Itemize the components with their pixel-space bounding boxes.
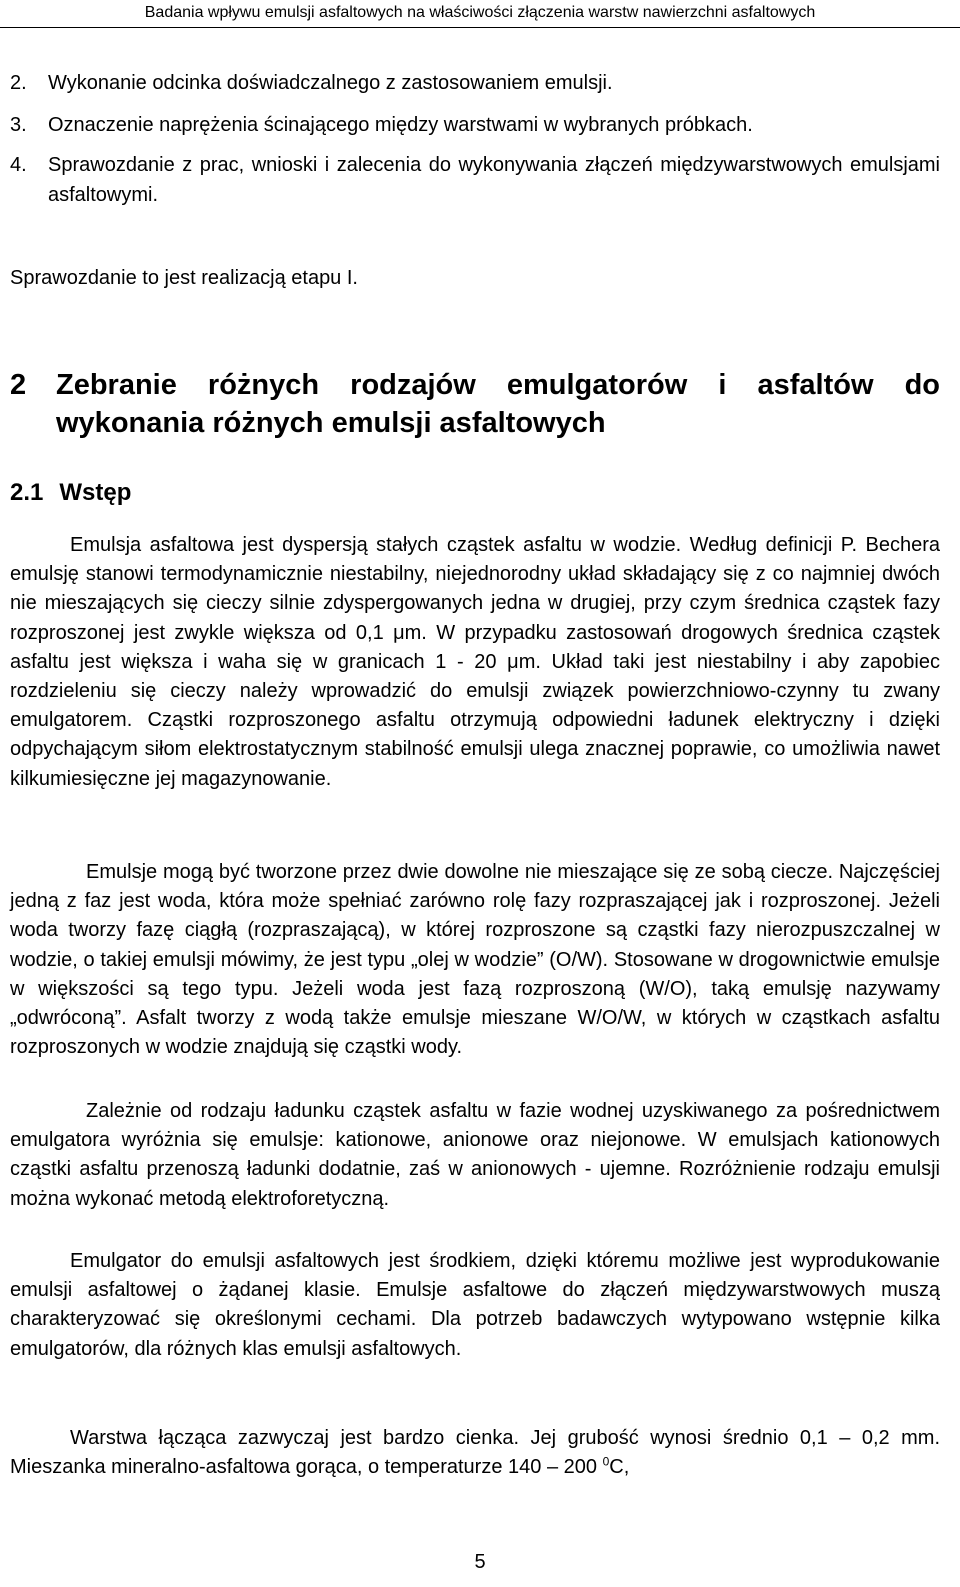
list-item — [10, 110, 940, 140]
body-paragraph: Zależnie od rodzaju ładunku cząstek asfaltu w fazie wodnej uzyskiwanego za pośrednictwem emulgatora wyróżnia się emulsje: kationowe, anionowe oraz niejonowe. W emulsjach kationowych cząstki asfaltu przenoszą ładunki dodatnie, zaś w anionowych - ujemne. Rozróżnienie rodzaju emulsji można wykonać metodą elektroforetyczną. — [10, 1100, 940, 1210]
subsection-title: Wstęp — [59, 479, 132, 506]
list-item — [10, 150, 940, 210]
running-header — [0, 0, 960, 28]
body-paragraph — [10, 1424, 940, 1482]
list-item — [10, 68, 940, 98]
running-header-title: Badania wpływu emulsji asfaltowych na właściwości złączenia warstw nawierzchni asfaltowych — [144, 4, 816, 21]
degree-superscript: 0 — [602, 1454, 610, 1469]
stage-note: Sprawozdanie to jest realizacją etapu I. — [10, 267, 358, 289]
list-item-text: Wykonanie odcinka doświadczalnego z zastosowaniem emulsji. — [48, 72, 613, 94]
section-heading — [10, 366, 940, 442]
body-paragraph: Emulsja asfaltowa jest dyspersją stałych cząstek asfaltu w wodzie. Według definicji P. Bechera emulsję stanowi termodynamicznie niestabilny, niejednorodny układ składający się z co najmniej dwóch nie mieszających się cieczy silnie zdyspergowanych jedna w drugiej, przy czym średnica cząstek fazy rozproszonej jest zwykle większa od 0,1 μm. W przypadku zastosowań drogowych średnica cząstek asfaltu jest większa i waha się w granicach 1 - 20 μm. Układ taki jest niestabilny i aby zapobiec rozdzieleniu się cieczy należy wprowadzić do emulsji związek powierzchniowo-czynny tu zwany emulgatorem. Cząstki rozproszonego asfaltu otrzymują odpowiedni ładunek elektryczny i dzięki odpychającym siłom elektrostatycznym stabilność emulsji ulega znacznej poprawie, co umożliwia nawet kilkumiesięczne jej magazynowanie. — [10, 534, 940, 790]
paragraph-text-tail: C, — [609, 1456, 630, 1479]
task-list — [10, 68, 940, 210]
section-title: Zebranie różnych rodzajów emulgatorów i asfaltów do wykonania różnych emulsji asfaltowych — [56, 369, 940, 439]
body-paragraph: Emulsje mogą być tworzone przez dwie dowolne nie mieszające się ze sobą ciecze. Najczęściej jedną z faz jest woda, która może spełniać zarówno rolę fazy rozpraszającej jak i rozproszonej. Jeżeli woda tworzy fazę ciągłą (rozpraszającą), w której rozproszone są cząstki fazy nierozpuszczalnej w wodzie, o takiej emulsji mówimy, że jest typu „olej w wodzie” (O/W). Stosowane w drogownictwie emulsje w większości są tego typu. Jeżeli woda jest fazą rozproszoną (W/O), taką emulsję nazywamy „odwróconą”. Asfalt tworzy z wodą także emulsje mieszane W/O/W, w których w cząstkach asfaltu rozproszonych w wodzie znajdują się cząstki wody. — [10, 861, 940, 1059]
section-number: 2 — [10, 369, 27, 401]
paragraph-text: Warstwa łącząca zazwyczaj jest bardzo cienka. Jej grubość wynosi średnio 0,1 – 0,2 mm. Mieszanka mineralno-asfaltowa gorąca, o temperaturze 140 – 200 — [10, 1427, 940, 1479]
body-paragraph: Emulgator do emulsji asfaltowych jest środkiem, dzięki któremu możliwe jest wyprodukowanie emulsji asfaltowej o żądanej klasie. Emulsje asfaltowe do złączeń międzywarstwowych muszą charakteryzować się określonymi cechami. Dla potrzeb badawczych wytypowano wstępnie kilka emulgatorów, dla różnych klas emulsji asfaltowych. — [10, 1250, 940, 1360]
list-item-text: Oznaczenie naprężenia ścinającego między warstwami w wybranych próbkach. — [48, 114, 753, 136]
subsection-heading — [10, 478, 131, 508]
page-number: 5 — [474, 1551, 486, 1573]
list-item-number: 3. — [10, 114, 27, 136]
list-item-text: Sprawozdanie z prac, wnioski i zalecenia do wykonywania złączeń międzywarstwowych emulsjami asfaltowymi. — [48, 154, 940, 206]
list-item-number: 2. — [10, 72, 27, 94]
subsection-number: 2.1 — [10, 479, 44, 506]
list-item-number: 4. — [10, 154, 27, 176]
